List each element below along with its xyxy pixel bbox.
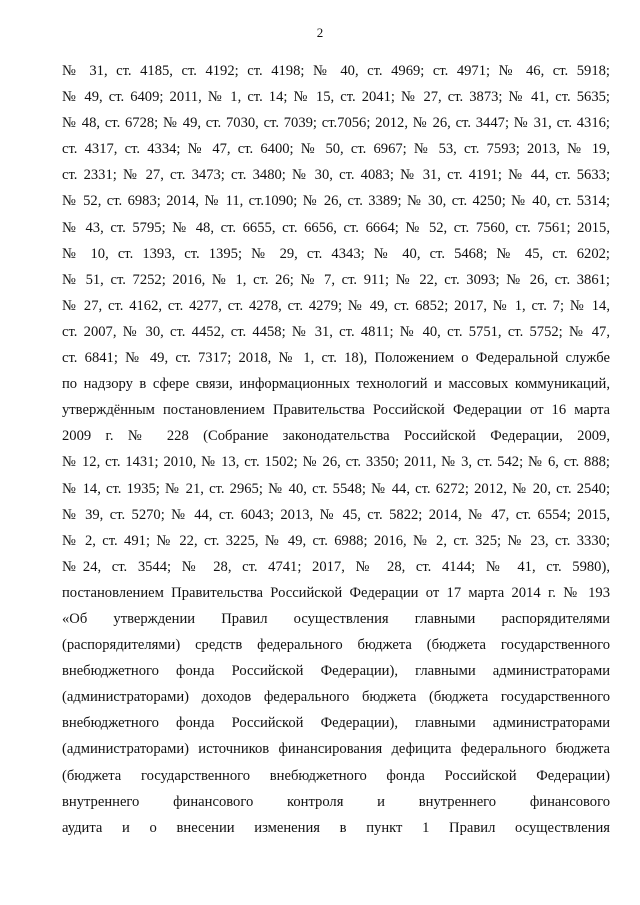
text-line: № 39, ст. 5270; № 44, ст. 6043; 2013, № 45, ст. 5822; 2014, № 47, ст. 6554; 2015,	[62, 506, 610, 523]
text-line: № 31, ст. 4185, ст. 4192; ст. 4198; № 40, ст. 4969; ст. 4971; № 46, ст. 5918;	[62, 63, 610, 79]
text-line: ст. 6841; № 49, ст. 7317; 2018, № 1, ст. 18), Положением о Федеральной службе	[62, 350, 610, 367]
text-line: (распорядителями) средств федерального бюджета (бюджета государственного	[62, 637, 610, 654]
text-line: № 14, ст. 1935; № 21, ст. 2965; № 40, ст. 5548; № 44, ст. 6272; 2012, № 20, ст. 2540;	[62, 480, 610, 497]
text-line: № 48, ст. 6728; № 49, ст. 7030, ст. 7039; ст.7056; 2012, № 26, ст. 3447; № 31, ст. 4316;	[62, 115, 610, 132]
text-line: по надзору в сфере связи, информационных технологий и массовых коммуникаций,	[62, 376, 610, 393]
text-line: ст. 2331; № 27, ст. 3473; ст. 3480; № 30, ст. 4083; № 31, ст. 4191; № 44, ст. 5633;	[62, 167, 610, 184]
text-line: внутреннего финансового контроля и внутреннего финансового	[62, 793, 610, 810]
text-line: утверждённым постановлением Правительства Российской Федерации от 16 марта	[62, 402, 610, 419]
text-line: №24, ст. 3544; № 28, ст. 4741; 2017, № 28, ст. 4144; № 41, ст. 5980),	[62, 558, 610, 575]
text-line: 2009 г. № 228 (Собрание законодательства Российской Федерации, 2009,	[62, 428, 610, 445]
text-line: ст. 4317, ст. 4334; № 47, ст. 6400; № 50, ст. 6967; № 53, ст. 7593; 2013, № 19,	[62, 141, 610, 158]
body-text	[62, 58, 610, 841]
text-line: постановлением Правительства Российской Федерации от 17 марта 2014 г. № 193	[62, 584, 610, 601]
text-line: (администраторами) доходов федерального бюджета (бюджета государственного	[62, 689, 610, 706]
text-line: № 10, ст. 1393, ст. 1395; № 29, ст. 4343; № 40, ст. 5468; № 45, ст. 6202;	[62, 245, 610, 262]
text-line: «Об утверждении Правил осуществления главными распорядителями	[62, 610, 610, 627]
text-line: № 12, ст. 1431; 2010, № 13, ст. 1502; № 26, ст. 3350; 2011, № 3, ст. 542; № 6, ст. 888;	[62, 454, 610, 471]
text-line: ст. 2007, № 30, ст. 4452, ст. 4458; № 31, ст. 4811; № 40, ст. 5751, ст. 5752; № 47,	[62, 323, 610, 340]
text-line: № 52, ст. 6983; 2014, № 11, ст.1090; № 26, ст. 3389; № 30, ст. 4250; № 40, ст. 5314;	[62, 193, 610, 210]
text-line: внебюджетного фонда Российской Федерации), главными администраторами	[62, 663, 610, 680]
text-line: № 49, ст. 6409; 2011, № 1, ст. 14; № 15, ст. 2041; № 27, ст. 3873; № 41, ст. 5635;	[62, 89, 610, 106]
text-line: № 43, ст. 5795; № 48, ст. 6655, ст. 6656, ст. 6664; № 52, ст. 7560, ст. 7561; 2015,	[62, 219, 610, 236]
page-number: 2	[316, 25, 324, 40]
text-line: аудита и о внесении изменения в пункт 1 Правил осуществления	[62, 819, 610, 836]
text-line: (администраторами) источников финансирования дефицита федерального бюджета	[62, 741, 610, 758]
text-line: внебюджетного фонда Российской Федерации), главными администраторами	[62, 715, 610, 732]
text-line: № 51, ст. 7252; 2016, № 1, ст. 26; № 7, ст. 911; № 22, ст. 3093; № 26, ст. 3861;	[62, 271, 610, 288]
text-line: № 27, ст. 4162, ст. 4277, ст. 4278, ст. 4279; № 49, ст. 6852; 2017, № 1, ст. 7; № 14,	[62, 297, 610, 314]
text-line: (бюджета государственного внебюджетного фонда Российской Федерации)	[62, 767, 610, 784]
text-line: № 2, ст. 491; № 22, ст. 3225, № 49, ст. 6988; 2016, № 2, ст. 325; № 23, ст. 3330;	[62, 532, 610, 549]
